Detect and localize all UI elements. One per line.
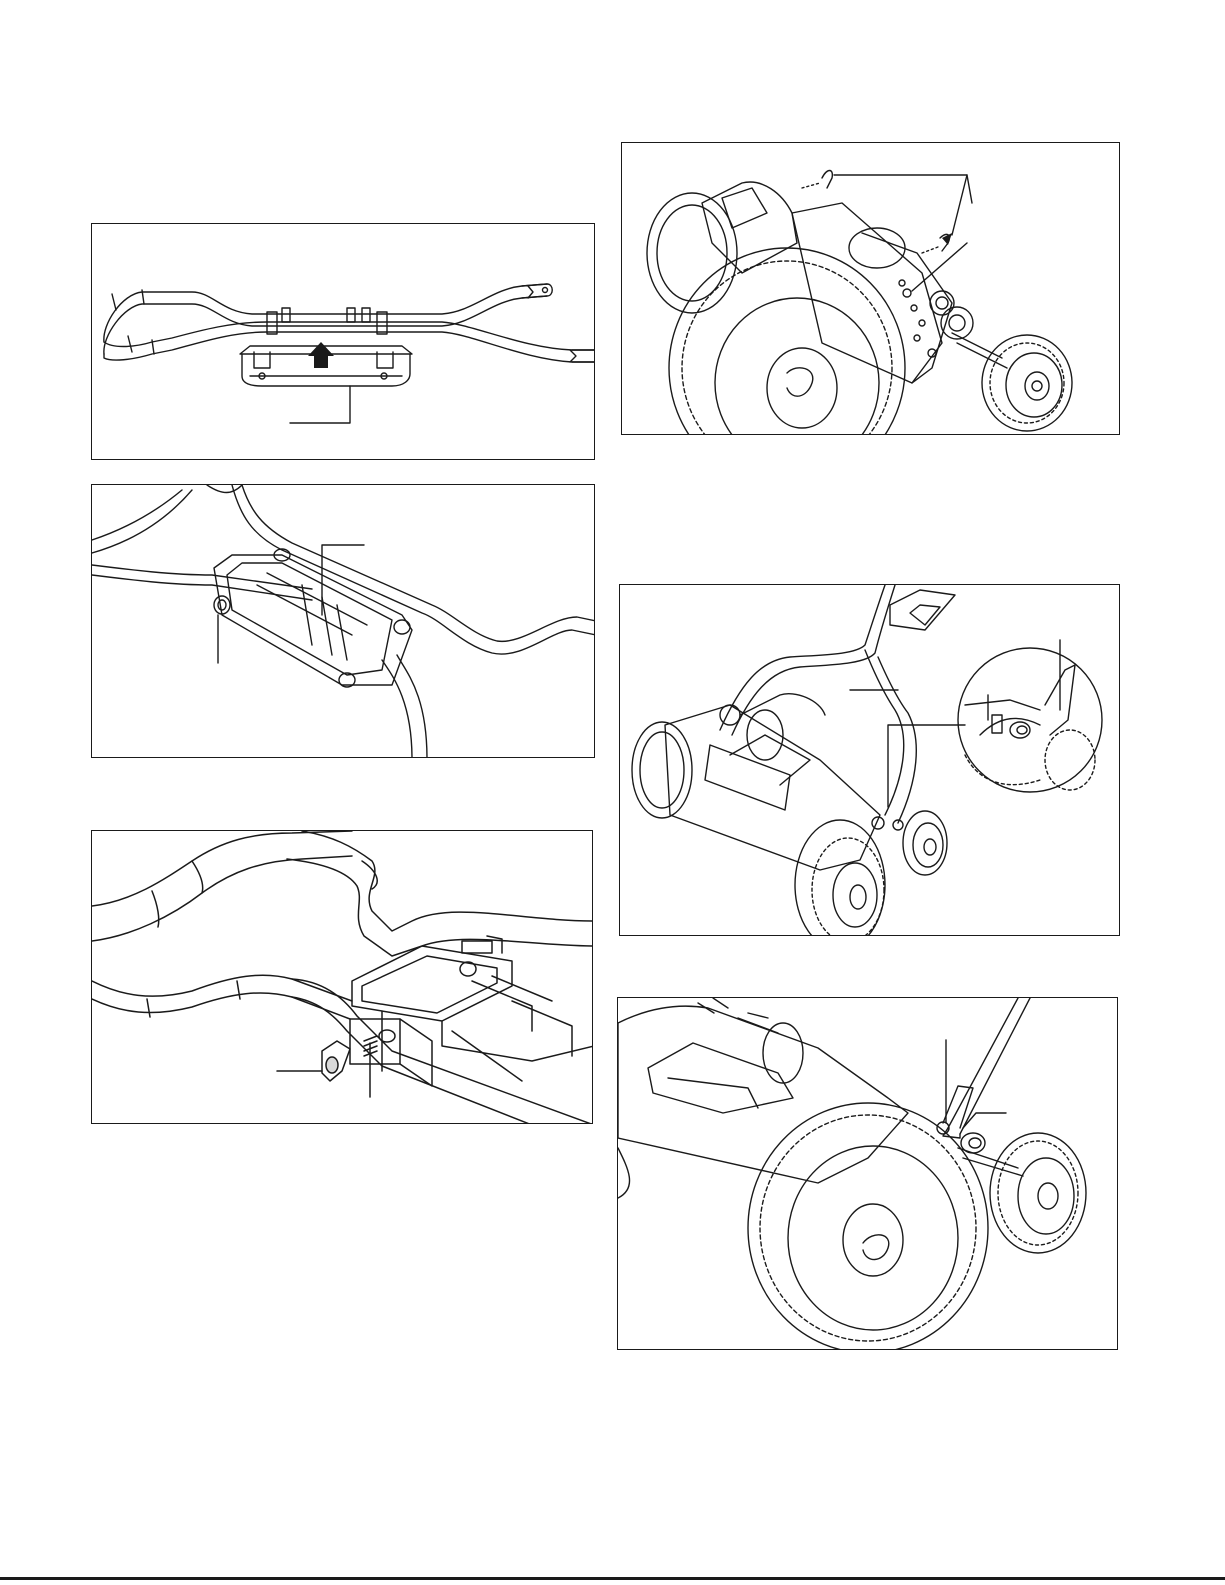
handle-with-tray-arrow-icon bbox=[92, 224, 595, 460]
tray-mounted-on-handle-icon bbox=[92, 485, 595, 758]
wheel-cotter-pins-icon bbox=[622, 143, 1120, 435]
tray-knob-assembly-icon bbox=[92, 831, 593, 1124]
figure-wheel-pins bbox=[621, 142, 1120, 435]
figure-tray-mounted bbox=[91, 484, 595, 758]
mower-handle-attach-icon bbox=[620, 585, 1120, 936]
figure-handle-attach bbox=[619, 584, 1120, 936]
figure-tray-knob bbox=[91, 830, 593, 1124]
mower-handle-lock-icon bbox=[618, 998, 1118, 1350]
page-bottom-rule bbox=[0, 1577, 1225, 1580]
figure-handle-lock bbox=[617, 997, 1118, 1350]
figure-handle-tray bbox=[91, 223, 595, 460]
